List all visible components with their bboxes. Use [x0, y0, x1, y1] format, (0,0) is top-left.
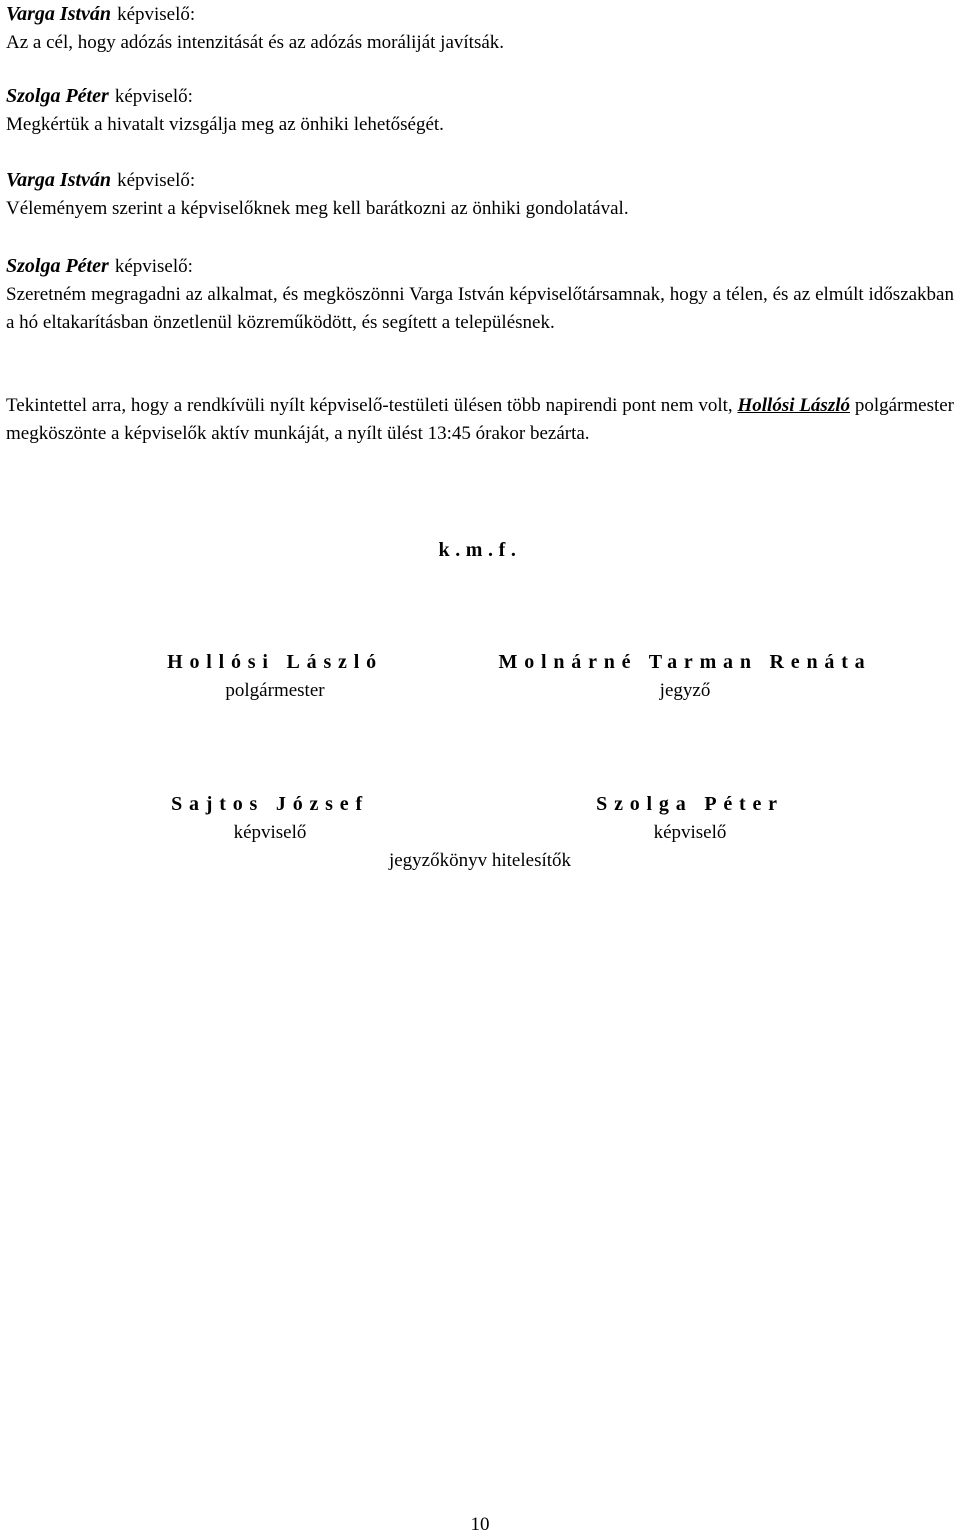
- speaker-role: képviselő:: [114, 86, 193, 107]
- witness-caption: jegyzőkönyv hitelesítők: [388, 850, 572, 871]
- speech-text: Szeretném megragadni az alkalmat, és megköszönni Varga István képviselőtársamnak, hogy a télen, és az elmúlt időszakban a hó eltakarításban önzetlenül közreműködött, és segített a településnek.: [6, 284, 954, 333]
- speaker-role: képviselő:: [114, 256, 193, 277]
- signature-witness1-name: Sajtos József: [171, 793, 369, 815]
- speaker-name: Szolga Péter: [6, 85, 109, 107]
- signature-witness2-title: képviselő: [653, 822, 727, 843]
- signature-witness1-title: képviselő: [233, 822, 307, 843]
- speaker-role: képviselő:: [117, 170, 196, 191]
- speech-text: Véleményem szerint a képviselőknek meg kell barátkozni az önhiki gondolatával.: [6, 198, 629, 219]
- speech-block-4: [6, 252, 954, 337]
- speaker-name: Szolga Péter: [6, 255, 109, 277]
- speaker-name: Varga István: [6, 169, 112, 191]
- closing-paragraph: [6, 392, 954, 448]
- closing-text-before: Tekintettel arra, hogy a rendkívüli nyílt képviselő-testületi ülésen több napirendi pont nem volt,: [6, 395, 733, 416]
- speech-block-3: [6, 166, 954, 223]
- page-number: 10: [470, 1514, 490, 1535]
- speech-text: Az a cél, hogy adózás intenzitását és az adózás moráliját javítsák.: [6, 32, 505, 53]
- closing-text-after: polgármester megköszönte a képviselők aktív munkáját, a nyílt ülést 13:45 órakor bezárta.: [6, 395, 955, 444]
- speaker-name: Varga István: [6, 3, 112, 25]
- speaker-role: képviselő:: [117, 4, 196, 25]
- speech-block-1: [6, 0, 954, 57]
- signature-notary-title: jegyző: [659, 680, 711, 701]
- closing-mayor-name: Hollósi László: [737, 395, 850, 416]
- signature-mayor-title: polgármester: [225, 680, 325, 701]
- kmf-label: k.m.f.: [438, 539, 522, 561]
- speech-block-2: [6, 82, 954, 139]
- speech-text: Megkértük a hivatalt vizsgálja meg az önhiki lehetőségét.: [6, 114, 444, 135]
- signature-notary-name: Molnárné Tarman Renáta: [498, 651, 872, 673]
- signature-mayor-name: Hollósi László: [167, 651, 383, 673]
- signature-witness2-name: Szolga Péter: [596, 793, 784, 815]
